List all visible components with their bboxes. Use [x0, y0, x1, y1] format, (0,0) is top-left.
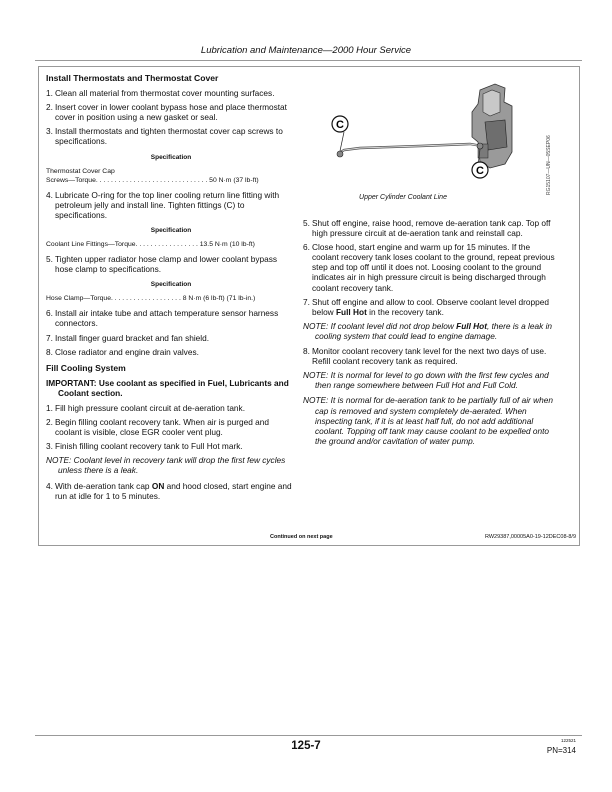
- step-number: 8.: [303, 346, 310, 357]
- callout-c-left: [332, 116, 348, 132]
- svg-text:C: C: [336, 119, 344, 131]
- step-text: Install air intake tube and attach temperature sensor harness connectors.: [55, 308, 279, 329]
- spec-value: Screws—Torque. . . . . . . . . . . . . . . . . . . . . . . . . . . . . . 50 N·m (37 lb-ft): [46, 176, 259, 184]
- step-text: Tighten upper radiator hose clamp and lower coolant bypass hose clamp to specifications.: [55, 254, 277, 275]
- step: [46, 417, 296, 437]
- step: [46, 308, 296, 328]
- pn-number: PN=314: [546, 746, 576, 755]
- footer-date: 122521: [560, 738, 576, 743]
- step-text: Shut off engine and allow to cool. Observe coolant level dropped below Full Hot in the recovery tank.: [312, 296, 549, 317]
- step: [46, 347, 296, 357]
- step-number: 2.: [46, 102, 53, 113]
- step-number: 7.: [303, 296, 310, 307]
- step-number: 4.: [46, 189, 53, 200]
- step: [46, 481, 296, 501]
- header-rule: [35, 60, 582, 61]
- step-text: Lubricate O-ring for the top liner cooling return line fitting with petroleum jelly and install line. Tighten fittings (C) to specifications.: [55, 189, 280, 220]
- note: NOTE: If coolant level did not drop below Full Hot, there is a leak in cooling system that could lead to engine damage.: [303, 320, 553, 341]
- document-reference: RW29387,00005A0-19-12DEC08-8/9: [484, 534, 576, 540]
- step-number: 5.: [303, 218, 310, 228]
- step: [46, 254, 296, 274]
- step-text: Close hood, start engine and warm up for 15 minutes. If the coolant recovery tank loses coolant to the ground, repeat previous step and top off until it does not. Loosing coolant to the ground indicates air in high pressure circuit is being discharged through coolant recovery tank.: [312, 242, 555, 293]
- spec-heading: Specification: [150, 281, 192, 289]
- right-column: [303, 218, 555, 451]
- running-header: Lubrication and Maintenance—2000 Hour Service: [200, 45, 412, 56]
- step-text: Monitor coolant recovery tank level for the next two days of use. Refill coolant recovery tank as required.: [312, 346, 547, 367]
- continued-note: Continued on next page: [270, 534, 333, 540]
- section-heading: Fill Cooling System: [46, 362, 126, 373]
- step-text: Install finger guard bracket and fan shield.: [55, 332, 210, 343]
- step-number: 6.: [46, 308, 53, 319]
- steps-list: [46, 88, 296, 146]
- figure-caption: Upper Cylinder Coolant Line: [359, 194, 447, 201]
- note: NOTE: It is normal for de-aeration tank to be partially full of air when cap is removed and system completely de-aerated. When inspecting tank, if it is at least half full, do not add additional coolant. Topping off tank may cause coolant to be expelled onto the ground and/or cavitation of water pump.: [303, 395, 553, 446]
- page-number: 125-7: [291, 740, 321, 752]
- step: [46, 88, 296, 98]
- spec-heading: Specification: [150, 153, 192, 161]
- spec-item: Thermostat Cover Cap: [46, 167, 115, 175]
- note: NOTE: Coolant level in recovery tank will drop the first few cycles unless there is a leak.: [46, 455, 286, 476]
- step-number: 3.: [46, 441, 53, 452]
- step-text: Insert cover in lower coolant bypass hose and place thermostat cover in position using a new gasket or seal.: [55, 102, 287, 123]
- step-number: 8.: [46, 346, 53, 357]
- step-text: Finish filling coolant recovery tank to Full Hot mark.: [55, 441, 243, 452]
- figure-id: RG15107—UN—05SEP06: [546, 135, 552, 195]
- callout-c-right: [472, 162, 488, 178]
- important-note: IMPORTANT: Use coolant as specified in Fuel, Lubricants and Coolant section.: [46, 377, 289, 398]
- note: NOTE: It is normal for level to go down with the first few cycles and then range somewhere between Full Hot and Full Cold.: [303, 370, 549, 391]
- step: [303, 297, 555, 317]
- steps-list: [46, 308, 296, 356]
- spec-value: Coolant Line Fittings—Torque. . . . . . . . . . . . . . . . . 13.5 N·m (10 lb-ft): [46, 241, 255, 249]
- spec-value: Hose Clamp—Torque. . . . . . . . . . . . . . . . . . . 8 N·m (6 lb-ft) (71 lb-in.): [46, 295, 256, 303]
- spec-heading: Specification: [150, 226, 192, 234]
- step-number: 1.: [46, 88, 53, 99]
- step-text: Close radiator and engine drain valves.: [55, 346, 199, 357]
- svg-text:C: C: [476, 165, 484, 177]
- step-number: 6.: [303, 242, 310, 253]
- footer-rule: [35, 735, 582, 736]
- step: [303, 346, 555, 366]
- step-number: 2.: [46, 417, 53, 428]
- step-number: 5.: [46, 254, 53, 265]
- step: [46, 441, 296, 451]
- step: [46, 190, 296, 220]
- steps-list: [46, 403, 296, 451]
- step-number: 7.: [46, 332, 53, 343]
- step: [46, 333, 296, 343]
- step-text: Fill high pressure coolant circuit at de-aeration tank.: [55, 402, 246, 413]
- step-text: Install thermostats and tighten thermostat cover cap screws to specifications.: [55, 126, 283, 147]
- step-text: Begin filling coolant recovery tank. When air is purged and coolant is visible, close EGR cooler vent plug.: [55, 417, 269, 438]
- step-text: Shut off engine, raise hood, remove de-aeration tank cap. Top off high pressure circuit at de-aeration tank and reinstall cap.: [312, 218, 551, 239]
- step: [303, 218, 555, 238]
- step-text: With de-aeration tank cap ON and hood closed, start engine and run at idle for 1 to 5 minutes.: [55, 480, 292, 501]
- step: [303, 242, 555, 292]
- step: [46, 102, 296, 122]
- step-text: Clean all material from thermostat cover mounting surfaces.: [55, 88, 275, 99]
- step: [46, 403, 296, 413]
- coolant-line-illustration: [320, 82, 550, 192]
- step-number: 1.: [46, 402, 53, 413]
- section-heading: Install Thermostats and Thermostat Cover: [46, 73, 219, 83]
- left-column: [46, 73, 296, 505]
- step: [46, 126, 296, 146]
- step-number: 4.: [46, 480, 53, 491]
- step-number: 3.: [46, 126, 53, 137]
